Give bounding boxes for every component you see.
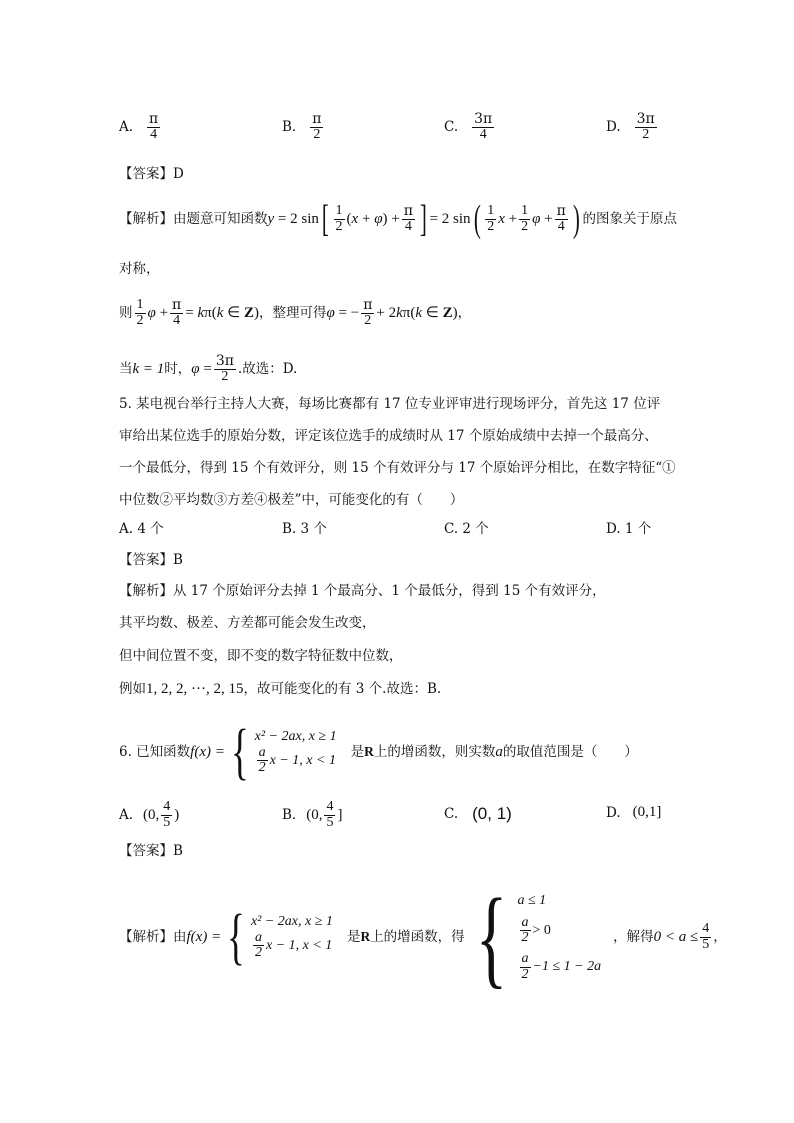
fraction-numerator: 3π (636, 111, 655, 127)
system-line-3: −1 ≤ 1 − 2a (532, 959, 602, 975)
q6-prefix: 6. 已知函数 (119, 744, 191, 760)
formula-k: k = 1 (132, 361, 165, 378)
fraction-denominator: 2 (642, 126, 650, 142)
case-2: x − 1, x < 1 (269, 753, 336, 768)
fraction-denominator: 2 (313, 126, 321, 142)
bracket-left: [ (321, 198, 329, 240)
q5-option-b: B. 3 个 (282, 521, 327, 537)
option-letter: C. (444, 119, 459, 136)
analysis-text: ， (713, 929, 727, 945)
set-r: R (364, 744, 374, 759)
q4-option-d (606, 112, 659, 142)
q6-option-b: B. (0, $\frac{4}{5}$ ] (282, 799, 343, 830)
analysis-text: 由 (173, 929, 187, 945)
option-letter: A. (119, 807, 134, 824)
analysis-tag: 【解析】 (119, 211, 173, 227)
system-line-2: > 0 (532, 922, 551, 938)
solution-inequality: 0 < a ≤ (653, 929, 699, 945)
analysis-text: 时， (164, 361, 192, 378)
q5-option-a: A. 4 个 (119, 521, 164, 537)
option-letter: B. (282, 807, 297, 824)
q5-analysis-line2: 其平均数、极差、方差都可能会发生改变， (119, 615, 376, 631)
q5-answer: 【答案】B (119, 552, 183, 568)
q4-analysis-line4: 当 k = 1 时， φ = $\frac{3\pi}{2}$ .故选：D. (119, 353, 298, 384)
fraction-denominator: 4 (479, 126, 487, 142)
analysis-text: 上的增函数，得 (370, 929, 465, 945)
option-letter: A. (119, 119, 134, 136)
case-1: x² − 2ax, x ≥ 1 (254, 729, 337, 745)
q6-text: 的取值范围是（ ） (502, 744, 638, 760)
analysis-text: 是 (346, 929, 361, 945)
q5-analysis-line3: 但中间位置不变，即不变的数字特征数中位数， (119, 648, 403, 664)
bracket-right: ] (419, 198, 427, 240)
q4-option-c (444, 112, 496, 142)
q5-stem-line1: 5. 某电视台举行主持人大赛，每场比赛都有 17 位专业评审进行现场评分，首先这 17 位评 (119, 396, 661, 412)
piecewise-cases: x² − 2ax, x ≥ 1 $\frac{a}{2}$ x − 1, x < 1 (250, 914, 333, 961)
q6-option-d (606, 804, 661, 821)
option-letter: D. (606, 804, 621, 821)
q5-stem-line4: 中位数②平均数③方差④极差”中，可能变化的有（ ） (119, 492, 464, 508)
case-2: x − 1, x < 1 (265, 938, 333, 953)
q6-option-c: C. (0, 1) (444, 804, 512, 823)
fraction-denominator: 4 (150, 126, 158, 142)
formula-y: y = 2 sin (267, 211, 319, 227)
q6-option-a: A. (0, $\frac{4}{5}$ ) (119, 799, 180, 830)
q5-analysis-line1 (119, 581, 606, 601)
q5-option-d: D. 1 个 (606, 521, 652, 537)
brace-icon: { (227, 903, 245, 971)
fraction-numerator: π (312, 111, 322, 127)
q6-text: 是 (350, 744, 365, 760)
brace-icon: { (230, 718, 249, 786)
analysis-tag: 【解析】 (119, 929, 173, 945)
q5-option-c: C. 2 个 (444, 521, 489, 537)
variable-a: a (495, 744, 503, 760)
q4-option-a (119, 112, 162, 142)
q4-analysis-line2: 对称， (119, 261, 160, 277)
q6-text: 上的增函数，则实数 (373, 744, 496, 760)
option-text: (0,1] (632, 804, 662, 820)
q5-stem-line2: 审给出某位选手的原始分数，评定该位选手的成绩时从 17 个原始成绩中去掉一个最高分、 (119, 428, 658, 444)
analysis-text: 例如 (119, 681, 146, 697)
q6-answer: 【答案】B (119, 843, 183, 859)
analysis-text: 的图象关于原点 (582, 211, 677, 227)
option-letter: D. (606, 119, 621, 136)
piecewise-cases: x² − 2ax, x ≥ 1 $\frac{a}{2}$ x − 1, x < 1 (254, 729, 337, 776)
brace-icon: { (475, 876, 507, 998)
q5-stem-line3: 一个最低分，得到 15 个有效评分，则 15 个有效评分与 17 个原始评分相比，在数字特征“① (119, 460, 676, 476)
inequality-system: a ≤ 1 $\frac{a}{2}$ > 0 $\frac{a}{2}$ −1 ≤ 1 − 2a (517, 892, 602, 982)
option-letter: B. (282, 119, 297, 136)
analysis-tag: 【解析】 (119, 583, 173, 599)
analysis-text: 由题意可知函数 (173, 211, 268, 227)
fraction-numerator: 3π (474, 111, 493, 127)
analysis-text: 从 17 个原始评分去掉 1 个最高分、1 个最低分，得到 15 个有效评分， (173, 583, 606, 599)
analysis-text: 当 (119, 361, 133, 378)
system-line-1: a ≤ 1 (517, 892, 547, 908)
analysis-text: .故选：D. (237, 361, 298, 378)
option-letter: C. (444, 806, 459, 822)
q4-answer: 【答案】D (119, 166, 184, 182)
analysis-text: ，整理可得 (258, 305, 327, 322)
case-1: x² − 2ax, x ≥ 1 (250, 914, 333, 930)
q6-stem (119, 717, 638, 787)
analysis-text: ，解得 (613, 929, 654, 945)
q6-analysis: 【解析】 由 f(x) = { x² − 2ax, x ≥ 1 $\frac{a}{2}$ x − 1, x < 1 是 R 上的增函数，得 { a ≤ 1 $\frac{a}{2}$ > 0 $\frac{a}{2}$ −1 ≤ 1 − 2a ，解得 0 < a ≤ $\frac{4}{5}$ ， (119, 876, 727, 998)
formula-fx: f(x) = (186, 929, 222, 945)
formula-sequence: 1, 2, 2, ···, 2, 15 (146, 681, 244, 697)
q5-analysis-line4 (119, 679, 441, 699)
set-r: R (360, 929, 371, 944)
analysis-text: 则 (119, 305, 133, 322)
q4-analysis-line3: 则 $\frac{1}{2}$ φ + $\frac{\pi}{4}$ = kπ(k ∈ Z) ，整理可得 φ = − $\frac{\pi}{2}$ + 2kπ(k ∈ Z) ， (119, 297, 472, 328)
analysis-text: ，故可能变化的有 3 个.故选：B. (243, 681, 442, 697)
fraction-numerator: π (149, 111, 159, 127)
formula-fx: f(x) = (190, 744, 225, 760)
q4-analysis-line1: 【解析】 由题意可知函数 y = 2 sin [ $\frac{1}{2}$ (x + φ) + $\frac{\pi}{4}$ ] = 2 sin ( $\frac{1}{2}$ x + $\frac{1}{2}$ φ + $\frac{\pi}{4}$ ) 的图象关于原点 (119, 198, 677, 240)
analysis-text: ， (457, 305, 472, 322)
q4-option-b (282, 112, 325, 142)
